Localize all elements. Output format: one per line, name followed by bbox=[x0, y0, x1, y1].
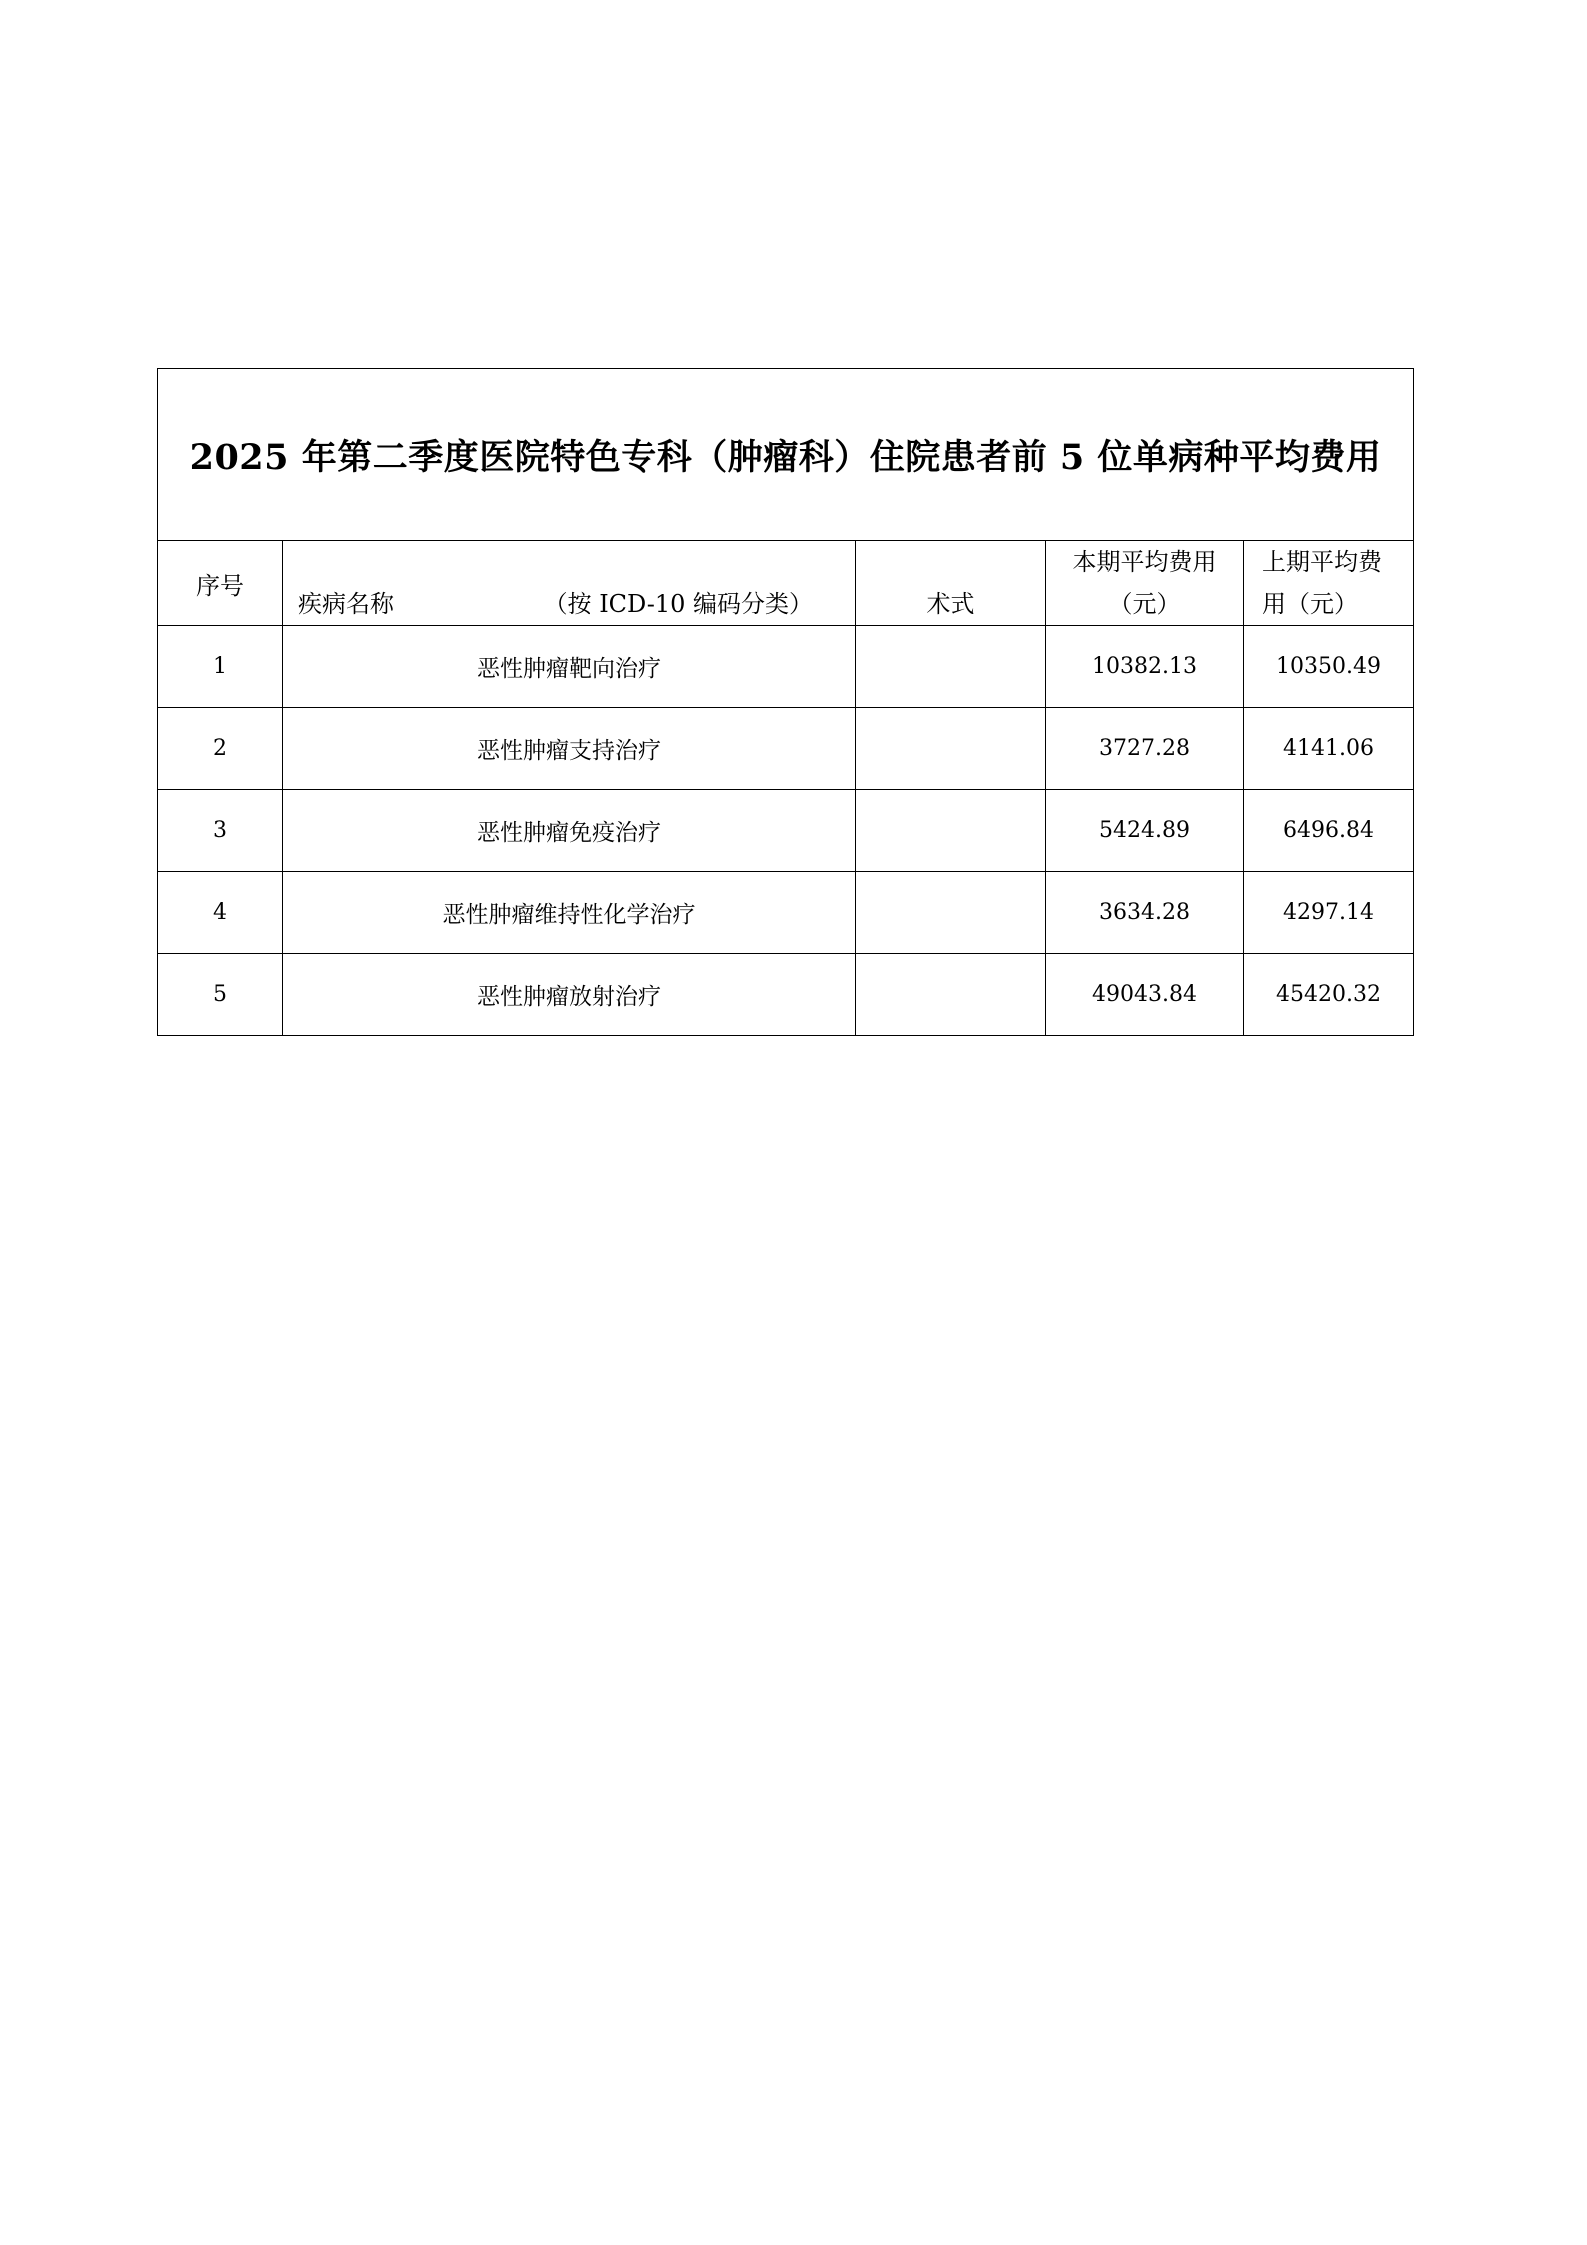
row-procedure bbox=[856, 626, 1046, 708]
header-previous-line2: 用（元） bbox=[1262, 590, 1358, 618]
title-row bbox=[158, 369, 1414, 541]
row-previous-cost: 10350.49 bbox=[1244, 626, 1414, 708]
row-procedure bbox=[856, 708, 1046, 790]
table-title: 2025 年第二季度医院特色专科（肿瘤科）住院患者前 5 位单病种平均费用 bbox=[158, 369, 1414, 541]
row-seq: 1 bbox=[158, 626, 283, 708]
row-previous-cost: 4297.14 bbox=[1244, 872, 1414, 954]
table-row bbox=[158, 790, 1414, 872]
row-disease-name: 恶性肿瘤维持性化学治疗 bbox=[283, 872, 856, 954]
header-previous-line1: 上期平均费 bbox=[1262, 548, 1382, 576]
row-seq: 3 bbox=[158, 790, 283, 872]
row-current-cost: 3727.28 bbox=[1046, 708, 1244, 790]
header-disease-name bbox=[283, 541, 856, 626]
row-previous-cost: 4141.06 bbox=[1244, 708, 1414, 790]
row-procedure bbox=[856, 872, 1046, 954]
header-procedure: 术式 bbox=[856, 541, 1046, 626]
row-current-cost: 3634.28 bbox=[1046, 872, 1244, 954]
row-procedure bbox=[856, 954, 1046, 1036]
row-procedure bbox=[856, 790, 1046, 872]
row-seq: 4 bbox=[158, 872, 283, 954]
header-previous-cost bbox=[1244, 541, 1414, 626]
header-disease-name-label: 疾病名称 bbox=[298, 590, 394, 618]
row-previous-cost: 6496.84 bbox=[1244, 790, 1414, 872]
row-disease-name: 恶性肿瘤支持治疗 bbox=[283, 708, 856, 790]
header-seq: 序号 bbox=[158, 541, 283, 626]
header-classification: （按 ICD-10 编码分类） bbox=[543, 590, 813, 618]
row-current-cost: 10382.13 bbox=[1046, 626, 1244, 708]
table-row bbox=[158, 872, 1414, 954]
row-seq: 5 bbox=[158, 954, 283, 1036]
table-row bbox=[158, 708, 1414, 790]
header-current-line2: （元） bbox=[1108, 590, 1181, 618]
header-current-cost bbox=[1046, 541, 1244, 626]
row-current-cost: 5424.89 bbox=[1046, 790, 1244, 872]
row-disease-name: 恶性肿瘤放射治疗 bbox=[283, 954, 856, 1036]
row-previous-cost: 45420.32 bbox=[1244, 954, 1414, 1036]
header-row bbox=[158, 541, 1414, 626]
cost-table bbox=[157, 368, 1414, 1036]
table-row bbox=[158, 954, 1414, 1036]
header-current-line1: 本期平均费用 bbox=[1072, 548, 1217, 576]
row-seq: 2 bbox=[158, 708, 283, 790]
row-disease-name: 恶性肿瘤免疫治疗 bbox=[283, 790, 856, 872]
table-row bbox=[158, 626, 1414, 708]
row-disease-name: 恶性肿瘤靶向治疗 bbox=[283, 626, 856, 708]
row-current-cost: 49043.84 bbox=[1046, 954, 1244, 1036]
